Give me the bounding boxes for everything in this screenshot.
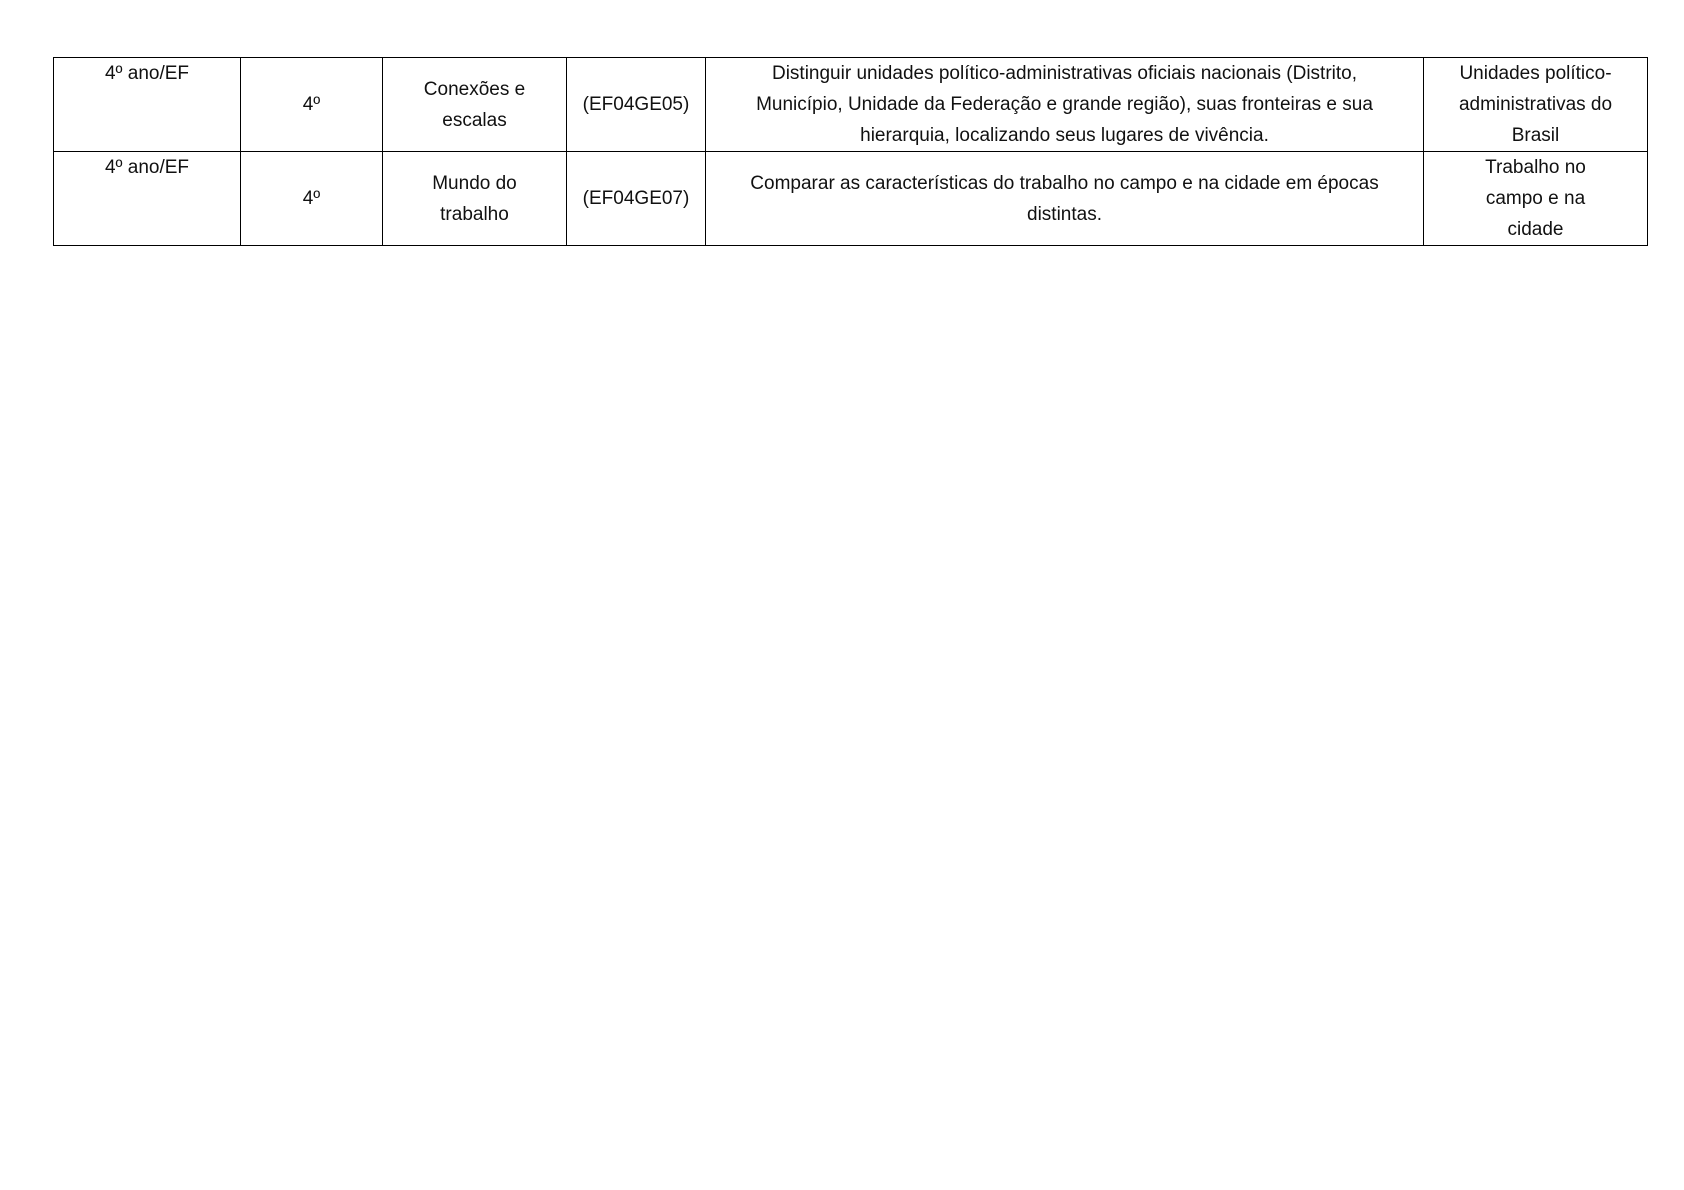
cell-codigo: (EF04GE07) — [567, 152, 706, 246]
table-row — [54, 152, 1648, 246]
table-body — [54, 58, 1648, 246]
cell-ano: 4º ano/EF — [54, 58, 241, 152]
cell-habilidade: Distinguir unidades político-administrativas oficiais nacionais (Distrito, Município, Unidade da Federação e grande região), suas fronteiras e sua hierarquia, localizando seus lugares de vivência. — [706, 58, 1424, 152]
cell-unidade-tematica: Conexões e escalas — [383, 58, 567, 152]
cell-habilidade: Comparar as características do trabalho no campo e na cidade em épocas distintas. — [706, 152, 1424, 246]
cell-objeto-conhecimento: Unidades político-administrativas do Brasil — [1424, 58, 1648, 152]
cell-ano: 4º ano/EF — [54, 152, 241, 246]
cell-unidade-tematica: Mundo do trabalho — [383, 152, 567, 246]
cell-bimestre: 4º — [241, 58, 383, 152]
table-row — [54, 58, 1648, 152]
curriculum-table — [53, 57, 1648, 246]
cell-objeto-conhecimento: Trabalho no campo e na cidade — [1424, 152, 1648, 246]
cell-codigo: (EF04GE05) — [567, 58, 706, 152]
cell-bimestre: 4º — [241, 152, 383, 246]
